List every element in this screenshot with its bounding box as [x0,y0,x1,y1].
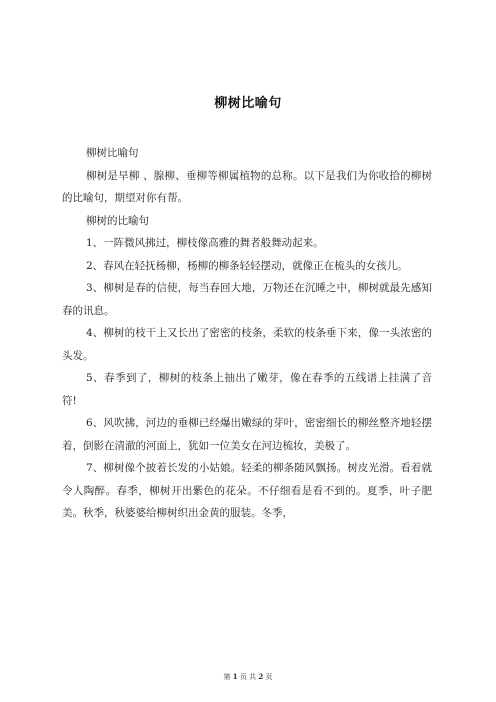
page-footer [0,672,496,682]
footer-middle: 页 共 [239,673,257,681]
paragraph-item-7: 7、柳树像个披着长发的小姑娘。轻柔的柳条随风飘扬。树皮光滑。看着就令人陶醉。春季，柳树开出紫色的花朵。不仔细看是看不到的。夏季，叶子肥美。秋季，秋婆婆给柳树织出金黄的服装。冬季， [62,462,432,519]
paragraph-item-4: 4、柳树的枝干上又长出了密密的枝条，柔软的枝条垂下来，像一头浓密的头发。 [62,327,432,362]
document-title: 柳树比喻句 [214,96,282,111]
paragraph-item-6: 6、风吹拂，河边的垂柳已经爆出嫩绿的芽叶，密密细长的柳丝整齐地轻摆着，倒影在清澈的河面上，犹如一位美女在河边梳妆，美极了。 [62,417,432,452]
footer-total-pages: 2 [258,672,264,681]
paragraph-item-3: 3、柳树是春的信使，每当春回大地，万物还在沉睡之中，柳树就最先感知春的讯息。 [62,282,432,317]
paragraph-item-2: 2、春风在轻抚杨柳，杨柳的柳条轻轻摆动，就像正在梳头的女孩儿。 [86,259,408,272]
document-body [62,142,432,525]
paragraph-section-heading: 柳树的比喻句 [86,214,149,227]
footer-prefix: 第 [223,673,231,681]
paragraph-subtitle: 柳树比喻句 [86,147,139,159]
footer-current-page: 1 [232,672,238,681]
paragraph-item-1: 1、一阵微风拂过，柳枝像高雅的舞者般舞动起来。 [86,237,324,249]
footer-suffix: 页 [265,673,273,681]
paragraph-item-5: 5、春季到了，柳树的枝条上抽出了嫩芽，像在春季的五线谱上挂满了音符! [62,372,432,407]
paragraph-intro: 柳树是旱柳 、腺柳、垂柳等柳属植物的总称。以下是我们为你收拾的柳树的比喻句，期望对你有帮。 [62,169,432,204]
